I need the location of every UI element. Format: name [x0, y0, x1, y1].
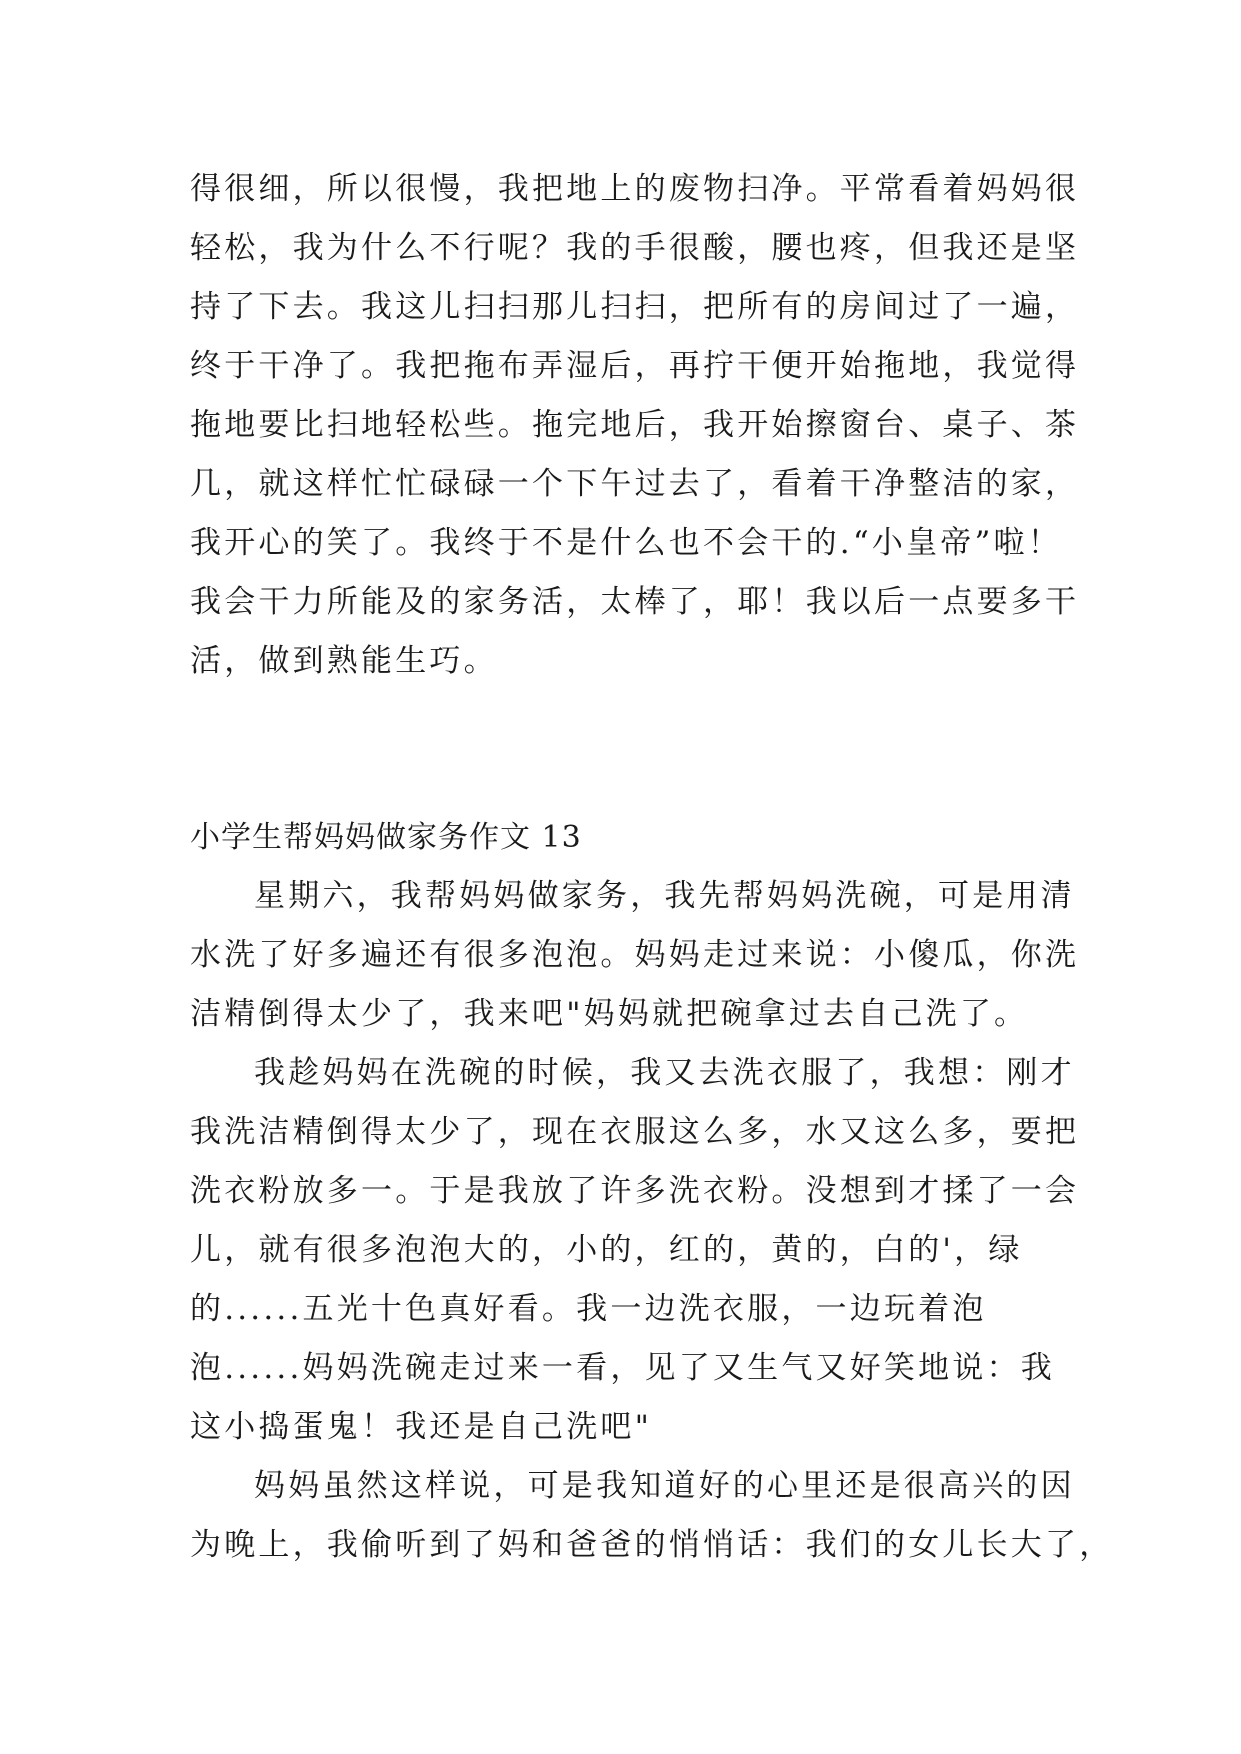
text-line: 我开心的笑了。我终于不是什么也不会干的.“小皇帝”啦！: [190, 525, 1062, 561]
text-line: 儿，就有很多泡泡大的，小的，红的，黄的，白的'，绿: [190, 1232, 1023, 1268]
document-body: [190, 160, 1114, 1575]
text-line: 洗衣粉放多一。于是我放了许多洗衣粉。没想到才揉了一会: [190, 1173, 1080, 1209]
text-line: 水洗了好多遍还有很多泡泡。妈妈走过来说：小傻瓜，你洗: [190, 937, 1080, 973]
text-line: 我洗洁精倒得太少了，现在衣服这么多，水又这么多，要把: [190, 1114, 1080, 1150]
text-line: 轻松，我为什么不行呢？我的手很酸，腰也疼，但我还是坚: [190, 230, 1080, 266]
paragraph-3: [190, 1044, 1080, 1457]
section-spacer: [190, 691, 1070, 808]
text-line: 这小捣蛋鬼！我还是自己洗吧": [190, 1409, 653, 1445]
paragraph-2: [190, 867, 1080, 1044]
text-line: 终于干净了。我把拖布弄湿后，再拧干便开始拖地，我觉得: [190, 348, 1080, 384]
paragraph-1: [190, 160, 1080, 691]
paragraph-4: [190, 1457, 1114, 1575]
text-line: 的......五光十色真好看。我一边洗衣服，一边玩着泡: [190, 1291, 987, 1327]
text-line: 拖地要比扫地轻松些。拖完地后，我开始擦窗台、桌子、茶: [190, 407, 1080, 443]
text-line: 洁精倒得太少了，我来吧"妈妈就把碗拿过去自己洗了。: [190, 996, 1029, 1032]
text-line: 持了下去。我这儿扫扫那儿扫扫，把所有的房间过了一遍，: [190, 289, 1080, 325]
text-line: 妈妈虽然这样说，可是我知道好的心里还是很高兴的因: [254, 1468, 1075, 1504]
text-line: 泡......妈妈洗碗走过来一看，见了又生气又好笑地说：我: [190, 1350, 1055, 1386]
text-line: 活，做到熟能生巧。: [190, 643, 498, 679]
text-line: 我趁妈妈在洗碗的时候，我又去洗衣服了，我想：刚才: [254, 1055, 1075, 1091]
text-line: 几，就这样忙忙碌碌一个下午过去了，看着干净整洁的家，: [190, 466, 1080, 502]
essay-title: 小学生帮妈妈做家务作文 13: [190, 820, 582, 855]
text-line: 我会干力所能及的家务活，太棒了，耶！我以后一点要多干: [190, 584, 1080, 620]
text-line: 得很细，所以很慢，我把地上的废物扫净。平常看着妈妈很: [190, 171, 1080, 207]
text-line: 为晚上，我偷听到了妈和爸爸的悄悄话：我们的女儿长大了，: [190, 1527, 1114, 1563]
text-line: 星期六，我帮妈妈做家务，我先帮妈妈洗碗，可是用清: [254, 878, 1075, 914]
